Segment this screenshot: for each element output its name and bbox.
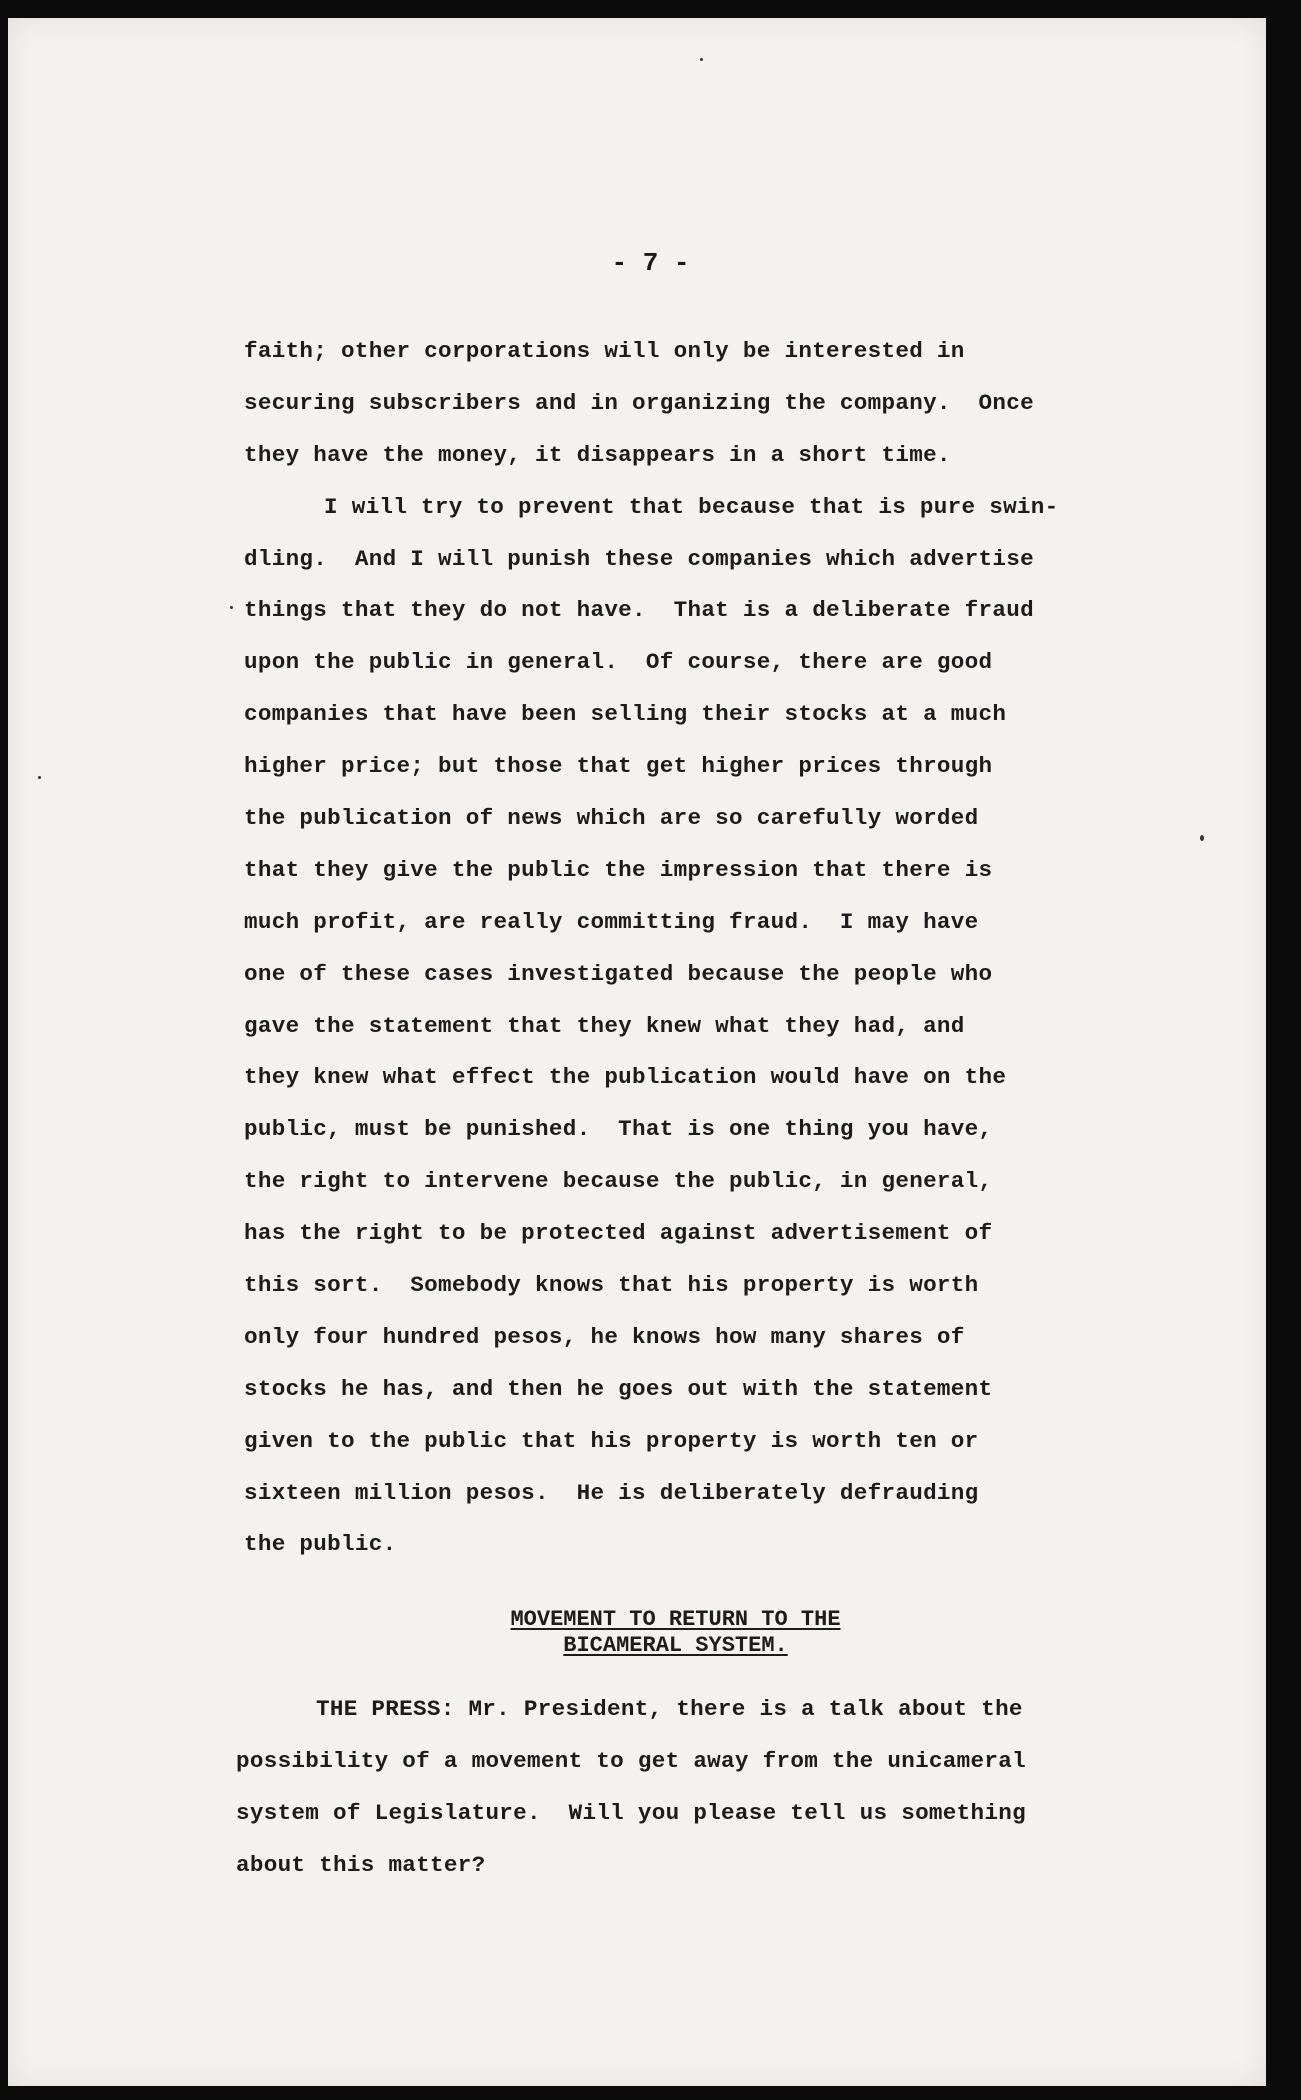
section-heading (0, 1607, 1301, 1659)
text-line: upon the public in general. Of course, there are good (244, 649, 993, 676)
text-line: system of Legislature. Will you please tell us something (236, 1799, 1026, 1826)
text-line: the right to intervene because the public, in general, (244, 1168, 993, 1195)
heading-line-2: BICAMERAL SYSTEM. (563, 1633, 788, 1658)
text-line: faith; other corporations will only be interested in (244, 338, 965, 364)
scan-edge (1266, 0, 1301, 2100)
text-line: they knew what effect the publication would have on the (244, 1064, 1007, 1091)
text-line: only four hundred pesos, he knows how many shares of (244, 1323, 965, 1350)
heading-line-1: MOVEMENT TO RETURN TO THE (510, 1607, 841, 1632)
text-line: the publication of news which are so carefully worded (244, 805, 979, 832)
text-line: sixteen million pesos. He is deliberately defrauding (244, 1479, 979, 1506)
text-line: much profit, are really committing fraud. I may have (244, 908, 979, 935)
text-line: securing subscribers and in organizing the company. Once (244, 389, 1034, 416)
text-line: they have the money, it disappears in a short time. (244, 441, 951, 468)
scan-speck (700, 58, 703, 61)
text-line: companies that have been selling their stocks at a much (244, 701, 1007, 728)
text-line: this sort. Somebody knows that his property is worth (244, 1272, 979, 1299)
text-line: possibility of a movement to get away from the unicameral (236, 1747, 1026, 1774)
scan-speck (230, 606, 233, 609)
text-line: dling. And I will punish these companies which advertise (244, 545, 1034, 572)
text-line: I will try to prevent that because that is pure swin- (324, 493, 1059, 520)
text-line: THE PRESS: Mr. President, there is a talk about the (316, 1696, 1023, 1722)
scan-speck (1200, 835, 1204, 841)
text-line: gave the statement that they knew what they had, and (244, 1012, 965, 1039)
page-number: - 7 - (611, 248, 690, 278)
text-line: stocks he has, and then he goes out with the statement (244, 1375, 993, 1402)
text-line: has the right to be protected against advertisement of (244, 1220, 993, 1247)
text-line: higher price; but those that get higher prices through (244, 753, 993, 780)
text-line: given to the public that his property is worth ten or (244, 1427, 979, 1454)
text-line: one of these cases investigated because the people who (244, 960, 993, 987)
text-line: about this matter? (236, 1851, 486, 1878)
text-line: things that they do not have. That is a deliberate fraud (244, 597, 1034, 624)
body-paragraphs (244, 326, 1164, 1571)
text-line: the public. (244, 1531, 397, 1558)
scan-speck (38, 776, 41, 779)
text-line: that they give the public the impression that there is (244, 856, 993, 883)
text-line: public, must be punished. That is one thing you have, (244, 1116, 993, 1143)
press-question (236, 1684, 1176, 1892)
